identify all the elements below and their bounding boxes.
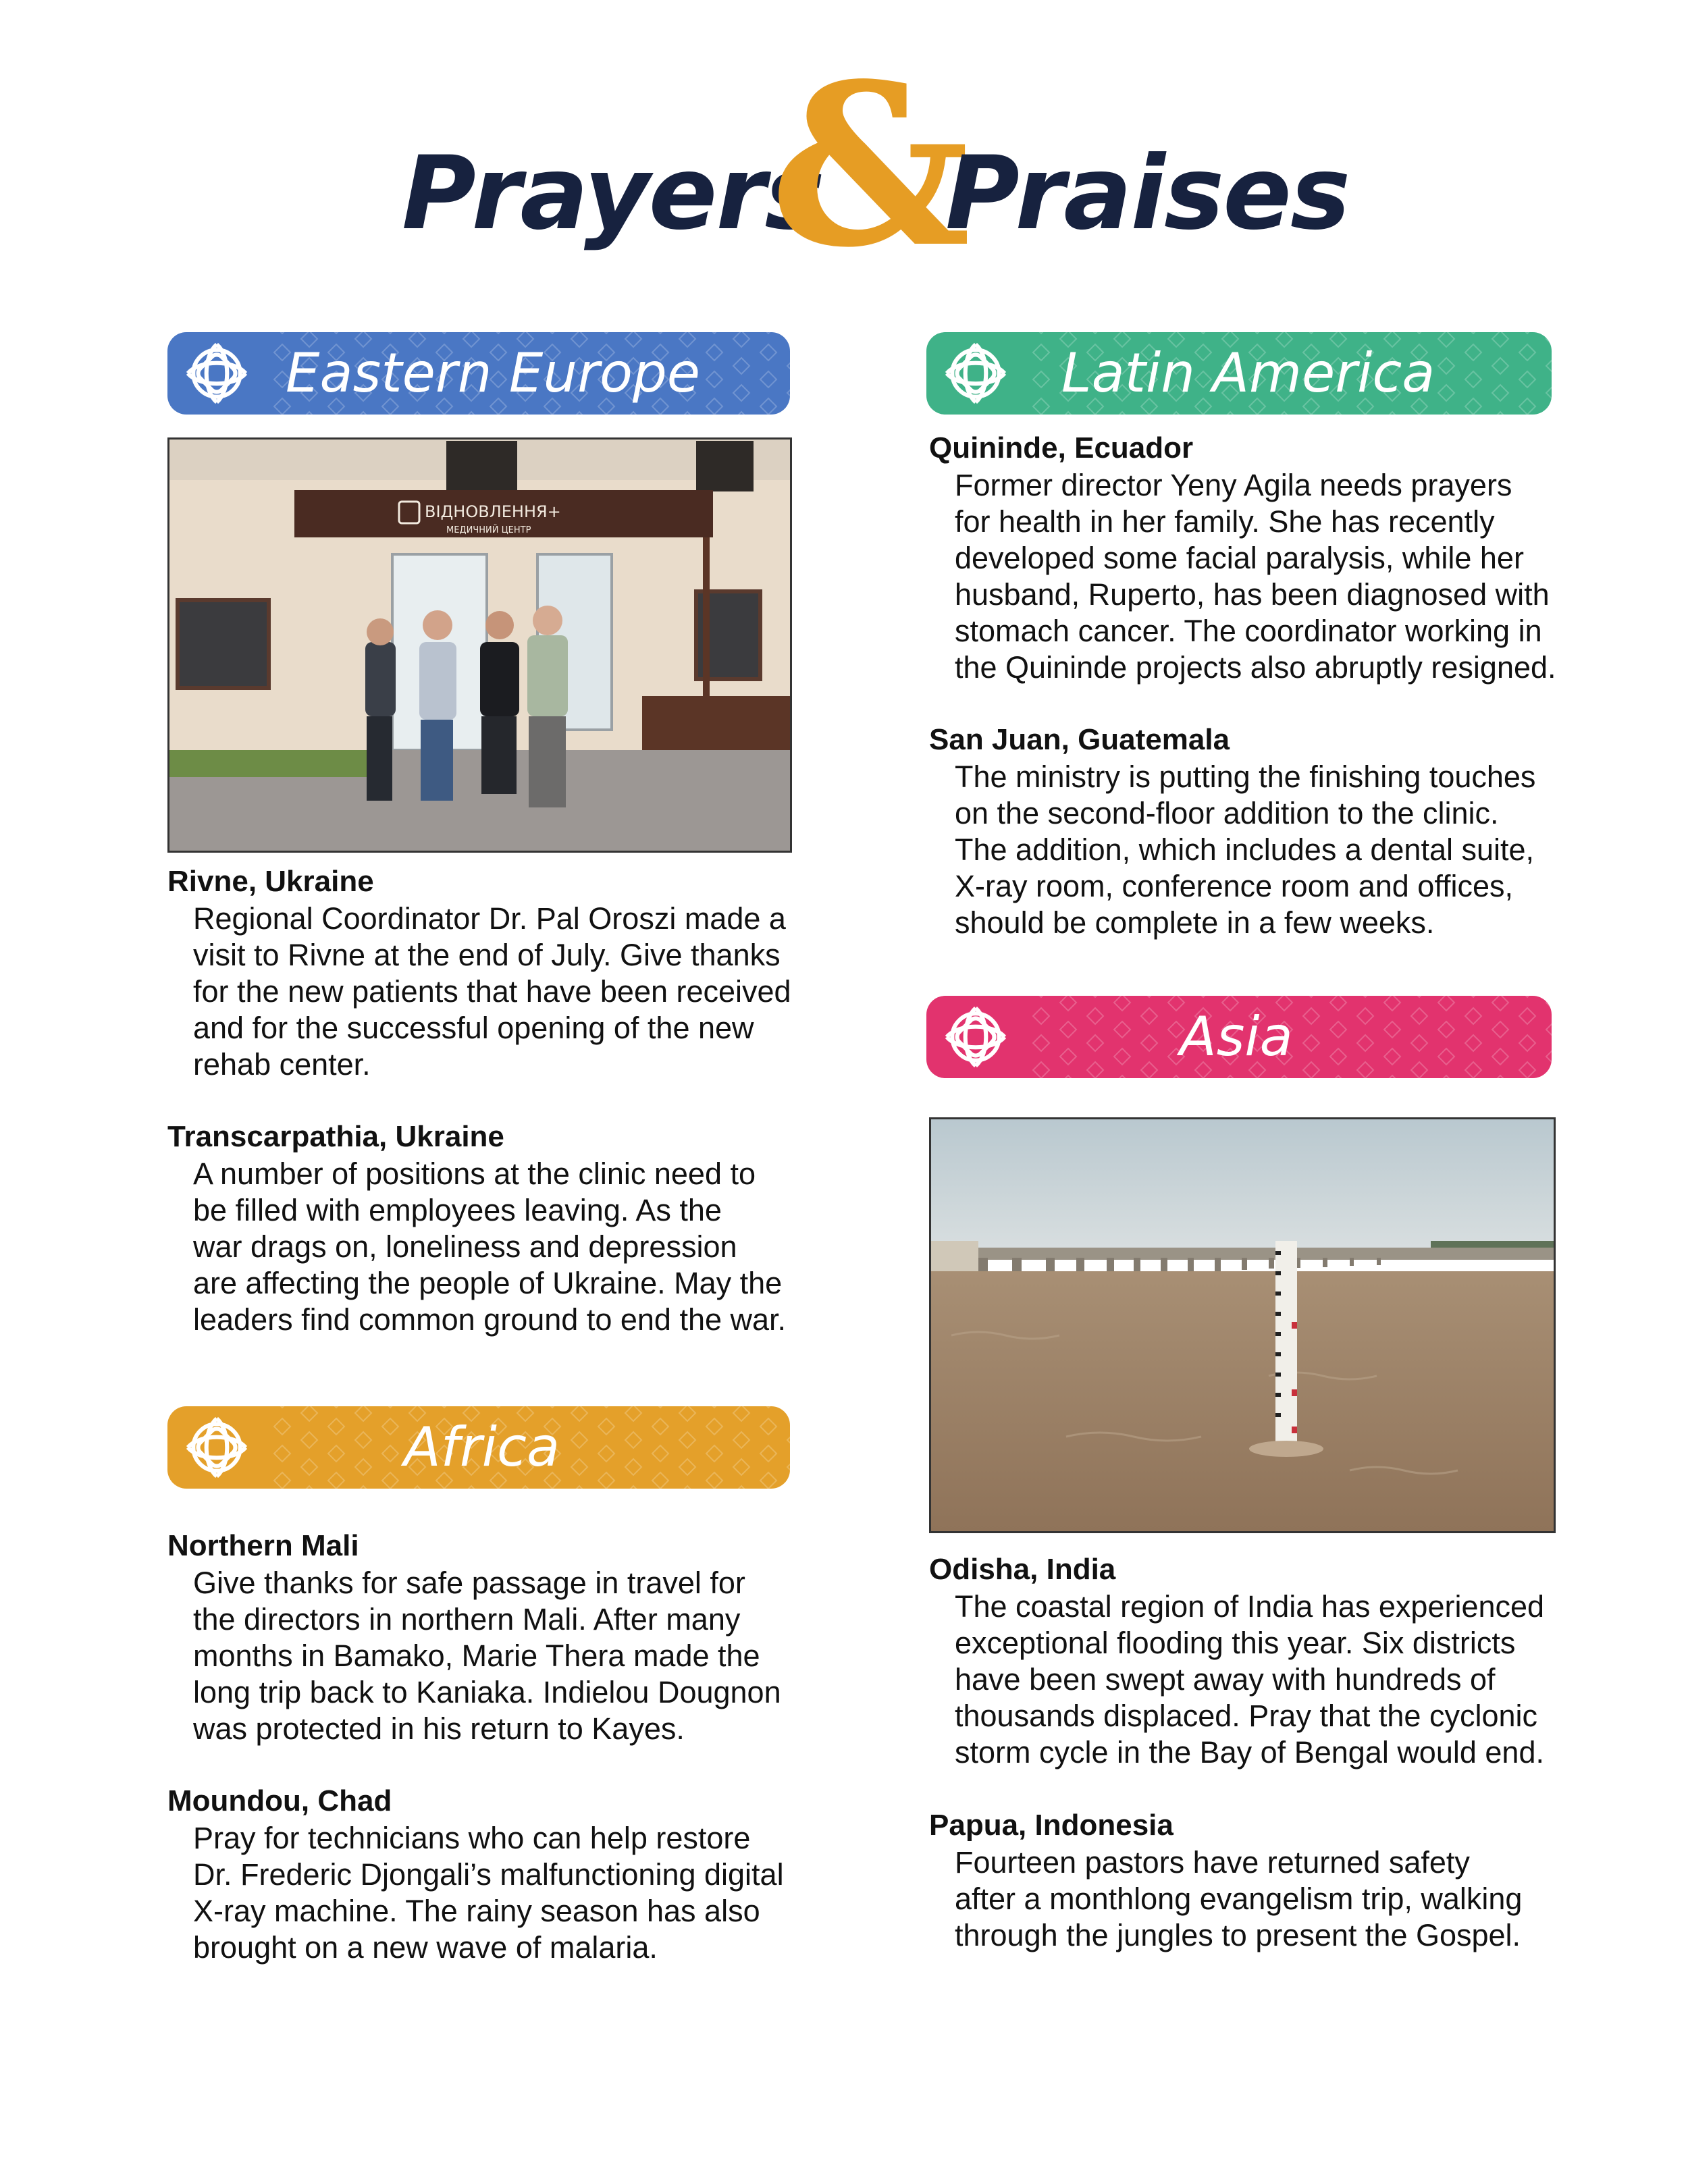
- entry-text: Regional Coordinator Dr. Pal Oroszi made a visit to Rivne at the end of July. Give thanks for the new patients that have been received and for the successful opening of the new rehab center.: [193, 901, 791, 1082]
- entry-quininde: [929, 429, 1557, 686]
- clinic-sign-name: ВІДНОВЛЕННЯ+: [425, 502, 561, 521]
- entry-text: Fourteen pastors have returned safety after a monthlong evangelism trip, walking through the jungles to present the Gospel.: [955, 1845, 1523, 1952]
- entry-moundou: [167, 1782, 802, 1966]
- section-heading: Latin America: [1061, 342, 1435, 404]
- entry-text: A number of positions at the clinic need to be filled with employees leaving. As the war drags on, loneliness and depression are affecting the people of Ukraine. May the leaders find common ground to end the war.: [193, 1156, 787, 1337]
- section-banner-eastern-europe: [167, 332, 790, 415]
- celtic-knot-icon: [941, 1003, 1010, 1071]
- entry-place: Rivne, Ukraine: [167, 865, 374, 898]
- photo-rivne-clinic: [167, 437, 792, 853]
- celtic-knot-icon: [182, 339, 251, 408]
- title-ampersand: &: [770, 34, 971, 296]
- entry-odisha: [929, 1551, 1557, 1771]
- entry-text: Former director Yeny Agila needs prayers for health in her family. She has recently developed some facial paralysis, while her husband, Ruperto, has been diagnosed with stomach cancer. The coordinator working in the Quininde projects also abruptly resigned.: [955, 468, 1556, 685]
- entry-place: Transcarpathia, Ukraine: [167, 1120, 504, 1153]
- entry-northern-mali: [167, 1527, 802, 1747]
- entry-place: Moundou, Chad: [167, 1784, 392, 1817]
- clinic-sign-subtitle: МЕДИЧНИЙ ЦЕНТР: [446, 525, 531, 535]
- entry-place: Papua, Indonesia: [929, 1809, 1173, 1842]
- entry-text: The coastal region of India has experienced exceptional flooding this year. Six districts have been swept away with hundreds of thousands displaced. Pray that the cyclonic storm cycle in the Bay of Bengal would end.: [955, 1589, 1545, 1769]
- section-heading: Eastern Europe: [286, 342, 700, 404]
- entry-place: Odisha, India: [929, 1553, 1116, 1586]
- title-praises: Praises: [945, 135, 1350, 252]
- entry-text: The ministry is putting the finishing touches on the second-floor addition to the clinic. The addition, which includes a dental suite, X-ray room, conference room and offices, should be complete in a few weeks.: [955, 760, 1536, 940]
- page-title: [0, 34, 1688, 296]
- entry-text: Pray for technicians who can help restore Dr. Frederic Djongali’s malfunctioning digital X-ray machine. The rainy season has also brought on a new wave of malaria.: [193, 1821, 784, 1965]
- entry-place: Quininde, Ecuador: [929, 431, 1194, 464]
- celtic-knot-icon: [941, 339, 1010, 408]
- entry-text: Give thanks for safe passage in travel for the directors in northern Mali. After many months in Bamako, Marie Thera made the long trip back to Kaniaka. Indielou Dougnon was protected in his return to Kayes.: [193, 1566, 781, 1746]
- section-banner-africa: [167, 1406, 790, 1489]
- entry-place: Northern Mali: [167, 1529, 359, 1562]
- entry-papua: [929, 1807, 1557, 1954]
- section-banner-asia: [926, 996, 1552, 1078]
- entry-transcarpathia: [167, 1118, 802, 1338]
- celtic-knot-icon: [182, 1413, 251, 1482]
- section-heading: Africa: [404, 1416, 560, 1479]
- water-gauge: [1275, 1241, 1297, 1447]
- section-banner-latin-america: [926, 332, 1552, 415]
- photo-odisha-flood: [929, 1117, 1556, 1533]
- entry-rivne: [167, 863, 802, 1083]
- entry-san-juan: [929, 721, 1557, 941]
- title-prayers: Prayers: [402, 135, 824, 252]
- entry-place: San Juan, Guatemala: [929, 723, 1230, 756]
- section-heading: Asia: [1180, 1005, 1293, 1068]
